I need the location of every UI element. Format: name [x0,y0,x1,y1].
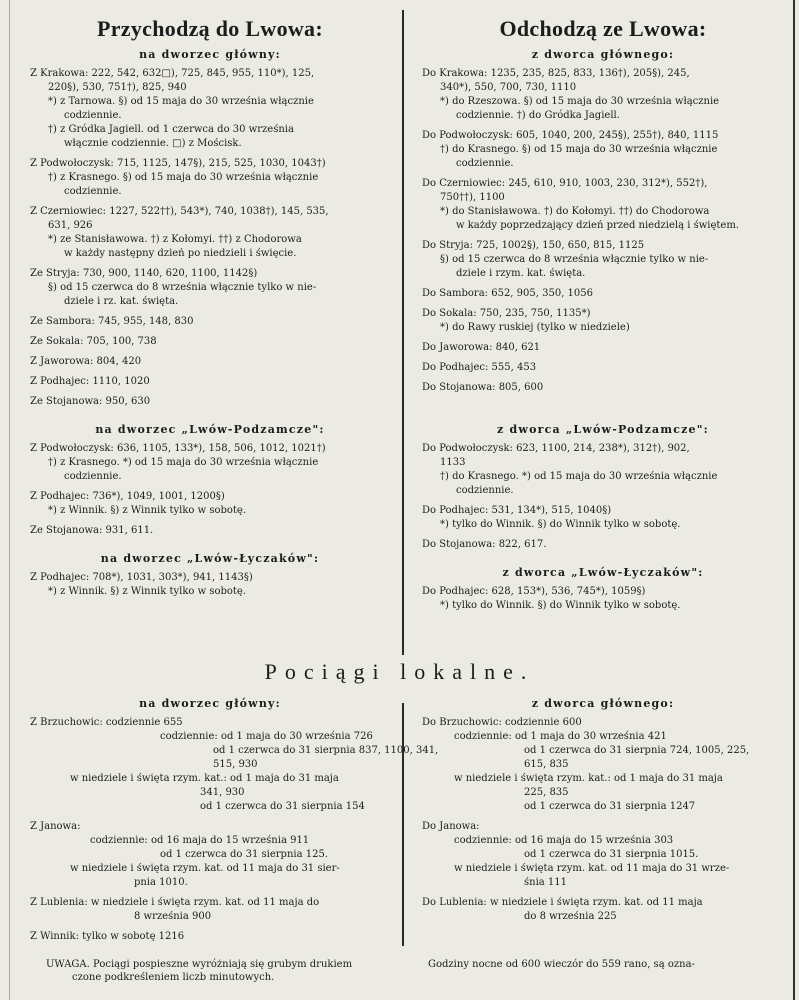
arrival-note: *) z Winnik. §) z Winnik tylko w sobotę. [48,505,247,516]
arrival-line: Ze Sambora: 745, 955, 148, 830 [30,316,194,327]
departures-lyczakow-heading: z dworca „Lwów-Łyczaków": [502,566,704,579]
local-line: w niedziele i święta rzym. kat.: od 1 maja do 31 maja [454,773,723,784]
departures-podzamcze-heading: z dworca „Lwów-Podzamcze": [497,423,709,436]
local-line: od 1 czerwca do 31 sierpnia 125. [160,849,328,860]
arrival-line: Ze Stojanowa: 931, 611. [30,525,154,536]
departure-note: *) do Rawy ruskiej (tylko w niedziele) [440,322,630,333]
departure-line: Do Podhajec: 628, 153*), 536, 745*), 1059§) [422,586,646,597]
arrival-line: 631, 926 [48,220,93,231]
local-line: od 1 czerwca do 31 sierpnia 724, 1005, 225, [524,745,750,756]
departure-line: Do Czerniowiec: 245, 610, 910, 1003, 230, 312*), 552†), [422,178,708,189]
local-line: Do Brzuchowic: codziennie 600 [422,717,582,728]
page-edge-right [793,0,795,1000]
departures-podzamcze-block [422,442,784,552]
local-line: od 1 czerwca do 31 sierpnia 154 [200,801,365,812]
arrival-line: Z Krakowa: 222, 542, 632□), 725, 845, 955, 110*), 125, [30,68,315,79]
local-line: codziennie: od 16 maja do 15 września 303 [454,835,674,846]
arrival-line: Z Podhajec: 708*), 1031, 303*), 941, 1143§) [30,572,253,583]
arrivals-lyczakow-heading: na dworzec „Lwów-Łyczaków": [100,552,320,565]
departure-line: Do Sambora: 652, 905, 350, 1056 [422,288,594,299]
arrival-note: §) od 15 czerwca do 8 września włącznie tylko w nie- [48,282,317,293]
local-line: 341, 930 [200,787,245,798]
local-line: śnia 111 [524,877,567,888]
departure-note: *) do Stanisławowa. †) do Kołomyi. ††) do Chodorowa [440,206,710,217]
local-line: od 1 czerwca do 31 sierpnia 1247 [524,801,696,812]
note-fast-trains [46,958,352,984]
note-fast-trains-line1: UWAGA. Pociągi pospieszne wyróżniają się grubym drukiem [46,959,353,970]
column-divider-bottom [402,703,404,946]
departures-main-heading: z dworca głównego: [531,48,675,61]
arrival-note: w każdy następny dzień po niedzieli i święcie. [64,248,297,259]
local-arrivals-heading: na dworzec główny: [139,697,281,710]
column-divider-top [402,10,404,655]
local-arrivals-column [30,697,439,944]
departure-note: *) do Rzeszowa. §) od 15 maja do 30 września włącznie [440,96,720,107]
page-edge-left [9,0,10,1000]
arrival-note: †) z Gródka Jagiell. od 1 czerwca do 30 września [48,124,294,135]
arrival-note: *) z Tarnowa. §) od 15 maja do 30 września włącznie [48,96,314,107]
departure-line: Do Stojanowa: 822, 617. [422,539,547,550]
departures-lyczakow-block [422,585,784,613]
local-line: w niedziele i święta rzym. kat. od 11 maja do 31 wrze- [454,863,730,874]
local-line: codziennie: od 1 maja do 30 września 726 [160,731,373,742]
local-line: Z Brzuchowic: codziennie 655 [30,717,183,728]
local-line: Z Janowa: [30,821,81,832]
local-line: 615, 835 [524,759,569,770]
local-line: Z Lublenia: w niedziele i święta rzym. kat. od 11 maja do [30,897,320,908]
arrivals-podzamcze-block [30,442,390,538]
departure-note: codziennie. [456,158,514,169]
departures-title: Odchodzą ze Lwowa: [499,16,707,41]
departure-line: 340*), 550, 700, 730, 1110 [440,82,577,93]
arrival-line: Ze Stryja: 730, 900, 1140, 620, 1100, 1142§) [30,268,258,279]
departure-note: †) do Krasnego. *) od 15 maja do 30 września włącznie [440,471,718,482]
local-line: od 1 czerwca do 31 sierpnia 837, 1100, 341, [213,745,439,756]
local-line: Do Lublenia: w niedziele i święta rzym. kat. od 11 maja [422,897,703,908]
departure-line: Do Stojanowa: 805, 600 [422,382,544,393]
arrival-note: codziennie. [64,471,122,482]
arrival-note: codziennie. [64,186,122,197]
departure-note: w każdy poprzedzający dzień przed niedzielą i świętem. [456,220,739,231]
departure-line: Do Jaworowa: 840, 621 [422,342,541,353]
departure-line: Do Krakowa: 1235, 235, 825, 833, 136†), 205§), 245, [422,68,690,79]
arrival-note: włącznie codziennie. □) z Mościsk. [64,138,242,149]
local-line: w niedziele i święta rzym. kat. od 11 maja do 31 sier- [70,863,340,874]
arrival-note: †) z Krasnego. §) od 15 maja do 30 września włącznie [48,172,319,183]
arrival-note: *) ze Stanisławowa. †) z Kołomyi. ††) z Chodorowa [48,234,302,245]
arrival-note: dziele i rz. kat. święta. [64,296,179,307]
arrival-line: 220§), 530, 751†), 825, 940 [48,82,187,93]
departure-line: Do Stryja: 725, 1002§), 150, 650, 815, 1125 [422,240,645,251]
local-line: pnia 1010. [134,877,188,888]
departure-line: Do Podhajec: 555, 453 [422,362,537,373]
local-line: Do Janowa: [422,821,480,832]
arrival-line: Z Podhajec: 1110, 1020 [30,376,150,387]
note-night-hours: Godziny nocne od 600 wieczór do 559 rano, są ozna- [428,959,695,970]
arrivals-column [30,16,390,599]
arrival-line: Ze Stojanowa: 950, 630 [30,396,151,407]
departure-line: Do Podhajec: 531, 134*), 515, 1040§) [422,505,612,516]
local-line: 515, 930 [213,759,258,770]
departure-note: *) tylko do Winnik. §) do Winnik tylko w sobotę. [440,600,681,611]
local-trains-title: Pociągi lokalne. [264,659,535,684]
local-line: Z Winnik: tylko w sobotę 1216 [30,931,185,942]
arrival-note: †) z Krasnego. *) od 15 maja do 30 września włącznie [48,457,319,468]
local-line: w niedziele i święta rzym. kat.: od 1 maja do 31 maja [70,773,339,784]
departures-main-block [422,67,784,395]
arrivals-main-block [30,67,390,409]
local-departures-heading: z dworca głównego: [531,697,675,710]
local-line: 225, 835 [524,787,569,798]
local-line: 8 września 900 [134,911,212,922]
departure-line: 750††), 1100 [440,192,505,203]
arrivals-main-heading: na dworzec główny: [139,48,281,61]
local-departures-column [422,697,784,924]
departure-line: 1133 [440,457,466,468]
arrival-line: Z Podwołoczysk: 715, 1125, 147§), 215, 525, 1030, 1043†) [30,158,326,169]
arrival-line: Z Podwołoczysk: 636, 1105, 133*), 158, 506, 1012, 1021†) [30,443,326,454]
departure-note: §) od 15 czerwca do 8 września włącznie tylko w nie- [440,254,709,265]
local-line: codziennie: od 1 maja do 30 września 421 [454,731,667,742]
local-line: do 8 września 225 [524,911,617,922]
departure-line: Do Podwołoczysk: 605, 1040, 200, 245§), 255†), 840, 1115 [422,130,719,141]
departures-column [422,16,784,613]
departure-note: dziele i rzym. kat. święta. [456,268,586,279]
arrival-line: Ze Sokala: 705, 100, 738 [30,336,157,347]
departure-note: codziennie. [456,485,514,496]
local-line: codziennie: od 16 maja do 15 września 911 [90,835,310,846]
arrival-line: Z Czerniowiec: 1227, 522††), 543*), 740, 1038†), 145, 535, [30,206,329,217]
arrival-line: Z Podhajec: 736*), 1049, 1001, 1200§) [30,491,225,502]
local-line: od 1 czerwca do 31 sierpnia 1015. [524,849,699,860]
arrival-line: Z Jaworowa: 804, 420 [30,356,142,367]
departure-note: *) tylko do Winnik. §) do Winnik tylko w sobotę. [440,519,681,530]
departure-line: Do Sokala: 750, 235, 750, 1135*) [422,308,591,319]
departure-note: codziennie. †) do Gródka Jagiell. [456,110,620,121]
arrival-note: codziennie. [64,110,122,121]
arrivals-lyczakow-block [30,571,390,599]
arrivals-title: Przychodzą do Lwowa: [97,16,323,41]
arrivals-podzamcze-heading: na dworzec „Lwów-Podzamcze": [95,423,325,436]
departure-note: †) do Krasnego. §) od 15 maja do 30 września włącznie [440,144,718,155]
arrival-note: *) z Winnik. §) z Winnik tylko w sobotę. [48,586,247,597]
note-fast-trains-line2: czone podkreśleniem liczb minutowych. [72,972,275,983]
departure-line: Do Podwołoczysk: 623, 1100, 214, 238*), 312†), 902, [422,443,690,454]
